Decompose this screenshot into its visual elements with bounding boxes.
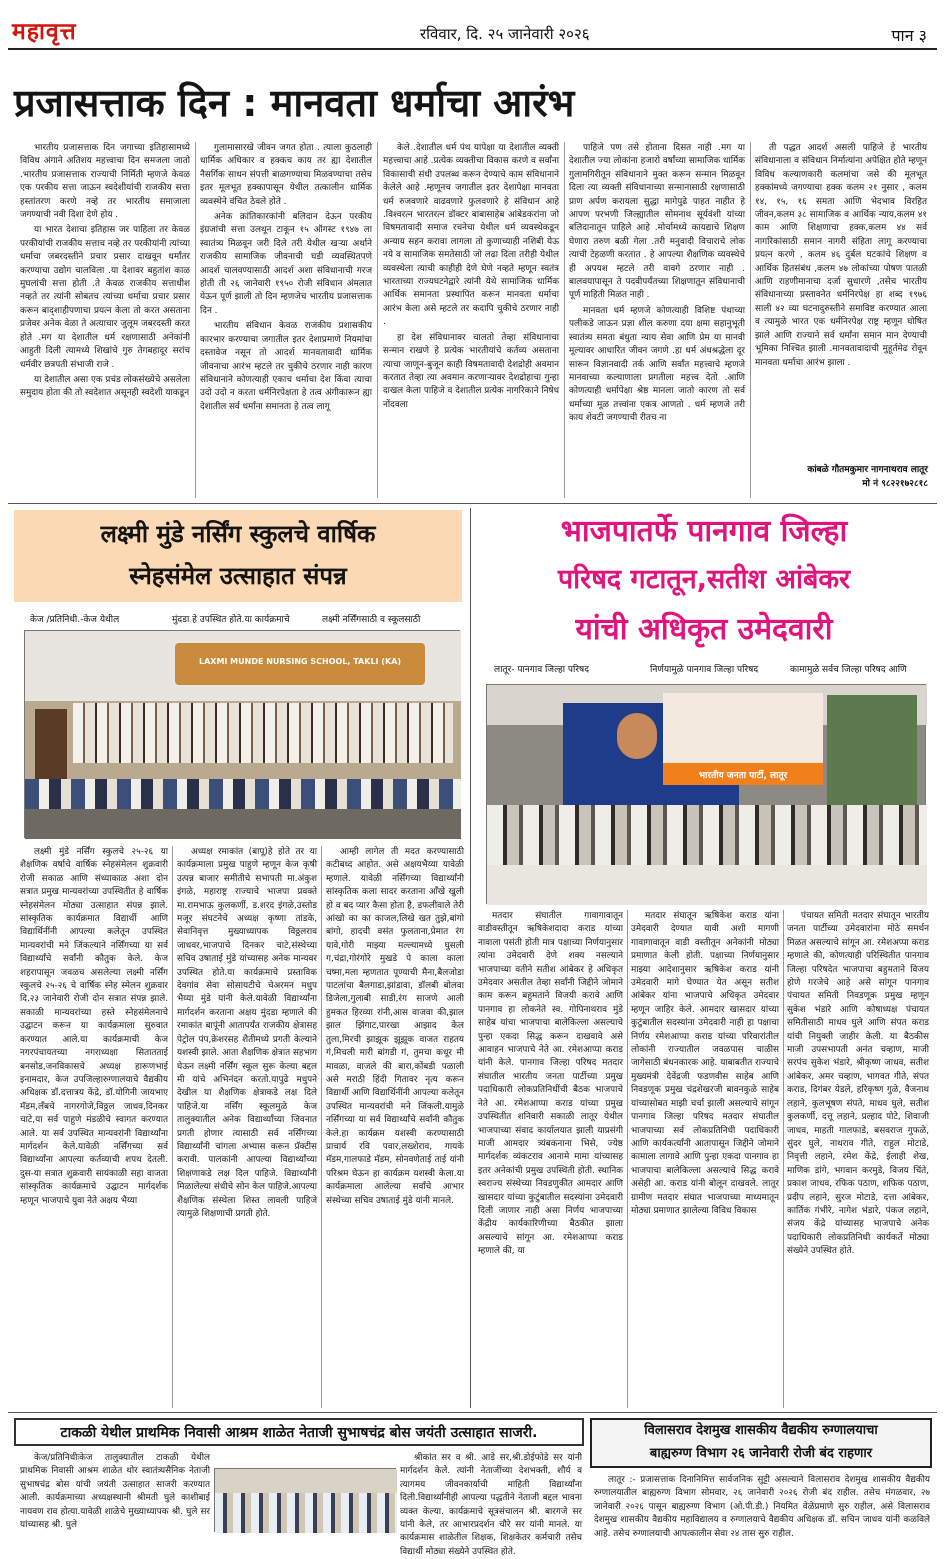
column-divider xyxy=(195,142,196,498)
paragraph: भारतीय संविधान केवळ राजकीय प्रशासकीय कारभार करण्याचा जगातील इतर देशाप्रमाणे नियमांचा दस्तावेज नसून तो आदर्श मानवतावादी धार्मिक जीवनाचा आरंभ म्हटले तर चुकीचे ठरणार नाही कारण संविधानाने कोणत्याही एकाच धर्माचा देश किंवा त्याचा उदो उदो न करता धर्मनिरपेक्षता हे तत्व अंगीकारून ह्या देशातील सर्व धर्मांना समानता हे तत्व लागू xyxy=(200,321,372,412)
section-rule xyxy=(8,1412,937,1413)
takli-column-1 xyxy=(20,1452,210,1532)
nursing-lead-2: मुंदडा हे उपस्थित होते.या कार्यक्रमाचे xyxy=(172,615,290,625)
section-divider xyxy=(470,508,471,1408)
bjp-column-3 xyxy=(787,910,929,1408)
bjp-headline-line-1: भाजपातर्फे पानगाव जिल्हा xyxy=(560,514,848,549)
nursing-headline-line-1: लक्ष्मी मुंडे नर्सिंग स्कुलचे वार्षिक xyxy=(100,520,376,548)
bjp-meeting-photo xyxy=(486,684,926,904)
paragraph: या देशातील असा एक प्रचंड लोकसंख्येचे असलेला समुदाय होता की तो स्वदेशात असूनही स्वदेशी याकडून xyxy=(20,374,190,399)
author-phone: मो नं ९८२२१७२८१८ xyxy=(862,479,928,489)
paragraph: मतदार संघातील गावागावातून वाडीवस्तीतून ऋषिकेशदादा कराड यांच्या नावाला पसंती होती मात्र पक्षाच्या निर्णयानुसार त्यांना उमेदवारी देणे शक्य नसल्याने भाजपाच्या वतीने सतीश आंबेकर हे अधिकृत उमेदवार असतील तेव्हा सर्वांनी जिद्दीने जोमाने काम करून बहुमताने विजयी करावे आणि पानगाव हा लोकनेते स्व. गोपिनाथराव मुंडे साहेब यांचा भाजपाचा बालेकिल्ला असल्याचे पुन्हा एकदा सिद्ध करून दाखवावे असे आवाहन भाजपाचे नेते आ. रमेशआप्पा कराड यांनी केले. पानगाव जिल्हा परिषद मतदार संघातील भारतीय जनता पार्टीच्या प्रमुख पदाधिकारी लोकप्रतिनिधींची बैठक भाजपाचे नेते आ. रमेशआप्पा कराड यांच्या प्रमुख उपस्थितीत शनिवारी सकाळी लातूर येथील भाजपाच्या संवाद कार्यालयात झाली याप्रसंगी माजी आमदार त्र्यंबकनाना भिसे, ज्येष्ठ मार्गदर्शक व्यंकटराव आनामे मामा यांच्यासह इतर अनेकांची प्रमुख उपस्थिती होती. स्थानिक स्वराज्य संस्थेच्या निवडणुकीत आमदार आणि खासदार यांच्या कुटुंबातील सदस्यांना उमेदवारी दिली जाणार नाही असा निर्णय भाजपाच्या केंद्रीय कार्यकारिणीच्या बैठकीत झाला असल्याचे सांगून आ. रमेशआप्पा कराड म्हणाले की, या xyxy=(478,911,623,1257)
paragraph: केज/प्रतिनिधीःकेज तालुक्यातील टाकळी येथील प्राथमिक निवासी आश्रम शाळेत थोर स्वातंत्र्यसैनिक नेताजी सुभाषचंद्र बोस यांची जयंती उत्साहात साजरी करण्यात आली. कार्यक्रमाच्या अध्यक्षस्थानी श्रीमती घुले काशीबाई नायवण राव होत्या.यावेळी शाळेचे मुख्याध्यापक श्री. घुले सर यांच्यासह श्री. घुले xyxy=(20,1453,210,1531)
nursing-lead-1: केज /प्रतिनिधी.-केज येथील xyxy=(30,615,120,625)
bjp-column-2 xyxy=(631,910,779,1408)
paragraph: मतदार संघातून ऋषिकेश कराड यांना उमेदवारी देण्यात यावी अशी मागणी गावागावातून वाडी वस्तीतून अनेकांनी मोठ्या प्रमाणात केली होती. पक्षाच्या निर्णयानुसार माझ्या आदेशानुसार ऋषिकेश कराड यांनी उमेदवारी मागे घेण्यात येत असून सतीश आंबेकर यांना भाजपाचे अधिकृत उमेदवार म्हणून जाहिर केले. आमदार खासदार यांच्या कुटुंबातील सदस्यांना उमेदवारी नाही हा पक्षाचा निर्णय रमेशआप्पा कराड यांच्या परिवारांतील लोकांनी राज्यातील जवळपास चाळीस जागेसाठी बंधनकारक आहे. याबाबतीत राज्याचे मुख्यमंत्री देवेंद्रजी फडणवीस साहेब आणि निवडणूक प्रमुख चंद्रशेखरजी बावनकुळे साहेब यांच्यासोबत माझी चर्चा झाली असल्याचे सांगून पानगाव जिल्हा परिषद मतदार संघातील भाजपाच्या सर्व लोकप्रतिनिधी पदाधिकारी आणि कार्यकर्त्यांनी आतापासून जिद्दीने जोमाने कामाला लागावे आणि पुन्हा एकदा पानगाव हा भाजपाचा बालेकिल्ला असल्याचे सिद्ध करावे असेही आ. कराड यांनी बोलून दाखवले. लातूर ग्रामीण मतदार संघात भाजपाच्या माध्यमातून मोठ्या प्रमाणात झालेल्या विविध विकास xyxy=(631,911,779,1216)
bjp-headline-line-2: परिषद गटातून,सतीश आंबेकर xyxy=(557,564,851,595)
paragraph: ती पद्धत आदर्श असली पाहिजे हे भारतीय संविधानाला व संविधान निर्मात्यांना अपेक्षित होते म्हणून विविध कल्याणकारी कलमांचा जसे की मूलभूत हक्कांमध्ये जगण्याचा हक्क कलम २१ नुसार , कलम १४, १५, १६ समता आणि भेदभाव विरहित जीवन,कलम ३८ सामाजिक व आर्थिक न्याय,कलम ४१ काम आणि शिक्षणाचा हक्क,कलम ४४ सर्व नागरिकांसाठी समान नागरी संहिता लागू करण्याचा प्रयत्न करणे , कलम ४६ दुर्बल घटकांचे शिक्षण व आर्थिक हितसंबंध ,कलम ४७ लोकांच्या पोषण पातळी आणि राहणीमानाचा दर्जा सुधारणे ,तसेच भारतीय संविधानाच्या प्रस्तावनेत धर्मनिरपेक्ष हा शब्द १९७६ साली ४२ व्या घटनादुरुस्तीने समाविष्ट करण्यात आला व त्यामुळे भारत एक धर्मनिरपेक्ष राष्ट्र म्हणून घोषित झाले आणि राज्याने सर्व धर्मांना समान मान देण्याची भूमिका निश्चित झाली .मानवतावादाची मुहूर्तमेढ रोवून मानवता धर्माचा आरंभ झाला . xyxy=(755,143,927,368)
paragraph: अनेक क्रांतिकारकांनी बलिदान देऊन परकीय इंग्रजांची सत्ता उलथून टाकून १५ ऑगस्ट १९४७ ला स्वातंत्र्य मिळवून जरी दिले तरी येथील खऱ्या अर्थाने राजकीय सामाजिक जीवनाची घडी व्यवस्थितपणे आदर्श चालवण्यासाठी आदर्श अशा संविधानाची गरज होती ती २६ जानेवारी १९५० रोजी संविधान अंमलात येऊन पूर्ण झाली तो दिन म्हणजेच भारतीय प्रजासत्ताक दिन . xyxy=(200,212,372,316)
takli-photo xyxy=(214,1468,396,1532)
issue-date: रविवार, दि. २५ जानेवारी २०२६ xyxy=(420,25,590,43)
column-divider xyxy=(172,846,173,1408)
nursing-headline-line-2: स्नेहसंमेल उत्साहात संपन्न xyxy=(129,562,347,590)
paragraph: मानवता धर्म म्हणजे कोणत्याही विशिष्ट पंथाच्या पलीकडे जाऊन प्रज्ञा शील करुणा दया क्षमा सहानुभूती स्वातंत्र्य समता बंधुता न्याय सेवा आणि प्रेम या मानवी मूल्यावर आधारित जीवन जगणे .हा धर्म अंधश्रद्धेला दूर सारून विज्ञानवादी तर्क आणि सर्वांत महत्त्वाचे म्हणजे मानवाच्या कल्याणाला प्रगतीला महत्त्व देतो .आणि कोणत्याही धर्मापेक्षा श्रेष्ठ मानला जातो कारण तो सर्व धर्माच्या मूळ तत्त्वांना एकत्र आणतो . धर्म म्हणजे तरी काय शेवटी जगण्याची रीतच ना xyxy=(569,305,745,424)
vilasrao-headline-line-2: बाह्यरुग्ण विभाग २६ जानेवारी रोजी बंद राहणार xyxy=(649,1446,873,1461)
paragraph: या भारत देशाचा इतिहास जर पाहिला तर केवळ परकीयांची राजकीय सत्ताच नव्हे तर परकीयांनी त्यांच्या धर्माचा जबरदस्तीने प्रचार प्रसार दाखवून धर्मांतर करण्याचा उद्योग चालविला .या देशावर बहुतांश काळ मुघलांची सत्ता होती .ते केवळ राजकीय सत्ताधीश नव्हते तर त्यांनी सोबतच त्यांच्या धर्माचा प्रचार प्रसार करून बाद्शाहीपणाचा प्रयत्न केला तो करत असताना प्रजेवर अनेक वेळा ते अत्याचार जुलूम जबरदस्ती करत होते .मग या देशातील धर्म रक्षणासाठी अनेकांनी आहुती दिली त्यामध्ये शिखांचे गुरु तेगबहादूर सरांच धर्मवीर छत्रपती संभाजी राजे . xyxy=(20,225,190,370)
paragraph: अध्यक्ष रमाकांत (बापू)हे होते तर या कार्यक्रमाला प्रमुख पाहुणे म्हणून केज कृषी उत्पन्न बाजार समीतीचे सभापती मा.अंकुश इंगळे, महाराष्ट्र राज्याचे भाजपा प्रवक्ते मा.रामभाऊ कुलकर्णी, ड.शरद इंगळे,उस्तोड मजूर संघटनेचे अध्यक्ष कृष्णा तांडके, सेवानिवृत्त मुख्याध्यापक विठ्ठलराव जाधवर,भाजपाचे दिनकर चाटे,संस्थेच्या सचिव उषाताई मुंडे यांच्यासह अनेक मान्यवर उपस्थित होते.या कार्यक्रमाचे प्रस्ताविक देवगांव सेवा सोसायटीचे चेअरमन मधुप भैय्या मुंडे यांनी केले.यावेळी विद्यार्थ्यांना मार्गदर्शन करताना अक्षय मुंदडा म्हणाले की रमाकांत बापूंनी आतापर्यंत राजकीय क्षेत्रासह पेट्रोल पंप,क्रेशरसह शैतीमध्ये प्रगती केल्याने यशस्वी झाले. आता शैक्षणिक क्षेत्रात सहभाग घेऊन लक्ष्मी नर्सिंग स्कूल सुरू केल्या बद्दल मी यांचे अभिनंदन करतो.यापुढे मधुपने देखील या शैक्षणिक क्षेत्राकडे लक्ष दिले पाहिजे.या नर्सिंग स्कूलमुळे केज तालुक्यातील अनेक विद्यार्थ्यांच्या जिवनात प्रगती होणार त्यासाठी सर्व नर्सिंगच्या विद्यार्थ्यांनी चांगला अभ्यास करून प्रॅक्टीस करावी. पालकांनी आपल्या विद्यार्थ्यांच्या शिक्षणाकडे लक्ष दिल पाहिजे. विद्यार्थ्यांनी मिळालेल्या संधीचे सोन केल पाहिजे.आपल्या शैक्षणिक संस्थेला शिस्त लावली पाहिजे त्यामुळे शिक्षणाची प्रगती होते. xyxy=(177,847,317,1219)
author-name: कांबळे गौतमकुमार नागनाथराव लातूर xyxy=(807,465,928,475)
bjp-banner-text: भारतीय जनता पार्टी, लातूर xyxy=(698,771,788,781)
paragraph: श्रीकांत सर व श्री. आडे सर,श्री.डोईफोडे सर यांनी मार्गदर्शन केले. त्यांनी नेताजींच्या देशभक्ती, शौर्य व त्यागमय जीवनकार्याची माहिती विद्यार्थ्यांना दिली.विद्यार्थ्यांनीही आपल्या पद्धतीने नेताजी बद्दल भावना व्यक्त केल्या. कार्यक्रमाचे सूत्रसंचालन श्री. बारगजे सर यांनी केले, तर आभारप्रदर्शन चौरे सर यांनी मानले. या कार्यक्रमास शाळेतील शिक्षक, शिक्षकेतर कर्मचारी तसेच विद्यार्थी मोठ्या संख्येने उपस्थित होते. xyxy=(400,1453,582,1557)
bjp-lead-2: निर्णयामुळे पानगाव जिल्हा परिषद xyxy=(650,665,759,675)
paragraph: गुलामासारखे जीवन जगत होता . त्याला कुठलाही धार्मिक अधिकार व हक्कच काय तर ह्या देशातील नैसर्गिक साधन संपत्ती बाळगण्याचा मिळवण्याचा तसेच इतर मूलभूत हक्कापासून येथील तत्कालीन धार्मिक व्यवस्थेने वंचित ठेवले होते . xyxy=(200,143,372,207)
column-divider xyxy=(377,142,378,498)
masthead-logo: महावृत्त xyxy=(12,19,77,45)
column-divider xyxy=(750,142,751,498)
main-headline: प्रजासत्ताक दिन : मानवता धर्माचा आरंभ xyxy=(14,81,575,125)
takli-headline: टाकळी येथील प्राथमिक निवासी आश्रम शाळेत नेताजी सुभाषचंद्र बोस जयंती उत्साहात साजरी. xyxy=(14,1418,584,1446)
section-rule xyxy=(8,503,937,504)
paragraph: लातूर :- प्रजासत्ताक दिनानिमित्त सार्वजनिक सुट्टी असल्याने विलासराव देशमुख शासकीय वैद्यकीय रुग्णालयातील बाह्यरुग्ण विभाग सोमवार, २६ जानेवारी २०२६ रोजी बंद राहील. तसेच मंगळवार, २७ जानेवारी २०२६ पासून बाह्यरुग्ण विभाग (ओ.पी.डी.) नियमित वेळेप्रमाणे सुरु राहील, असे विलासराव देशमुख शासकीय वैद्यकीय महाविद्यालय व रुग्णालयाचे वैद्यकीय अधिक्षक डॉ. सचिन जाधव यांनी कळविले आहे. तसेच रुग्णालयाची आपत्कालीन सेवा २४ तास सुरु राहील. xyxy=(594,1475,930,1539)
page-number: पान ३ xyxy=(891,26,927,45)
main-column-4 xyxy=(569,142,745,498)
nursing-column-1 xyxy=(20,846,168,1408)
paragraph: पाहिजे पण तसे होताना दिसत नाही .मग या देशातील ज्या लोकांना हजारो वर्षांच्या सामाजिक धार्मिक गुलामगिरीतून संविधानाने मुक्त करून सन्मान मिळवून दिला त्या व्यक्ती संविधानाच्या सन्मानासाठी रक्षणासाठी प्राण अर्पण करायला सुद्धा मागेपुढे पाहत नाहीत हे आपण परभणी जिल्ह्यातील सोमनाथ सूर्यवंशी यांच्या बलिदानातून पाहिले आहे .मोर्चामध्ये कायद्याचे शिक्षण घेणारा तरुण बळी गेला .तरी मनुवादी विचाराचे लोक त्याची टेहळणी करतात . हे आपल्या शैक्षणिक व्यवस्थेचे ही अपयश म्हटले तरी वावगे ठरणार नाही . बालवयापासून ते पदवीपर्यंतच्या शिक्षणातून संविधानाची पूर्ण माहिती मिळत नाही . xyxy=(569,143,745,301)
nursing-banner-text: LAXMI MUNDE NURSING SCHOOL, TAKLI (KA) xyxy=(199,657,401,666)
bjp-headline-line-3: यांची अधिकृत उमेदवारी xyxy=(575,612,833,647)
nursing-event-photo xyxy=(24,630,460,838)
nursing-column-3 xyxy=(326,846,464,1408)
column-divider xyxy=(627,910,628,1408)
nursing-column-2 xyxy=(177,846,317,1408)
takli-column-2 xyxy=(400,1452,582,1557)
nursing-lead-3: लक्ष्मी नर्सिंगसाठी व स्कूलसाठी xyxy=(322,615,421,625)
vilasrao-headline-line-1: विलासराव देशमुख शासकीय वैद्यकीय रुग्णालयाचा xyxy=(644,1423,878,1438)
main-column-1 xyxy=(20,142,190,498)
column-divider xyxy=(321,846,322,1408)
main-column-2 xyxy=(200,142,372,498)
bjp-lead-3: कामामुळे सर्वच जिल्हा परिषद आणि xyxy=(790,665,907,675)
paragraph: भारतीय प्रजासत्ताक दिन जगाच्या इतिहासामध्ये विविध अंगाने अतिशय महत्त्वाचा दिन समजला जातो .भारतीय प्रजासत्ताक राज्याची निर्मिती म्हणजे केवळ एक परकीय सत्ता जाऊन स्वदेशीयांची राजकीय सत्ता हस्तांतरण करणे नव्हे तर भारतीय समाजाला जगण्याची नवी दिशा देणे होय . xyxy=(20,143,190,221)
paragraph: केले .देशातील धर्म पंथ यापेक्षा या देशातील व्यक्ती महत्त्वाचा आहे .प्रत्येक व्यक्तीचा विकास करणे व सर्वांना विकासाची संधी उपलब्ध करून देण्याचे काम संविधानाने केलेले आहे .म्हणूनच जगातील इतर देशापेक्षा मानवता धर्म रुजवणारे वाढवणारे फुलवणारे हे संविधान आहे .विश्वरत्न भारतरत्न डॉक्टर बाबासाहेब आंबेडकरांना जो विषमतावादी समाज रचनेचा येथील धर्म व्यवस्थेकडून अन्याय सहन करावा लागला तो कुणाच्याही नशिबी येऊ नये व सामाजिक समतेसाठी जो लढा दिला तरीही येथील व्यवस्थेला त्याची काहीही देणे घेणे नव्हते म्हणून स्वतंत्र भारताच्या राज्यघटनेद्वारे त्यांनी येथे सामाजिक धार्मिक आर्थिक समानता प्रस्थापित करून मानवता धर्माचा आरंभ केला असे म्हटले तर कदापि चुकीचे ठरणार नाही . xyxy=(383,143,559,328)
paragraph: लक्ष्मी मुंडे नर्सिंग स्कुलचे २५-२६ या शैक्षणिक वर्षाचे वार्षिक स्नेहसंमेलन शुक्रवारी रोजी सकाळ आणि संध्याकाळ अशा दोन सत्रात प्रमुख मान्यवरांच्या उपस्थितीत हे वार्षिक स्नेहसंमेलन मोठ्या उत्साहात संपन्न झाले. सांस्कृतिक कार्यक्रमात विद्यार्थी आणि विद्यार्थिनींनी आपल्या कलेतून उपस्थित मान्यवरांची मने जिंकल्याने नर्सिंगच्या या सर्व विद्यार्थ्यांचे सर्वांनी कौतुक केले. केज शहरापासून जवळच असलेल्या लक्ष्मी नर्सिंग स्कुलचे २५-२६ चे वार्षिक स्नेह स्मेलन शुक्रवार दि.२३ जानेवारी रोजी दोन सत्रात संपन्न झाले. सकाळी मान्यवरांच्या हस्ते स्नेहसंमेलनाचे उद्घाटन करून या कार्यक्रमाला सुरुवात करण्यात आले.या कार्यक्रमाची केज नगरपंचायतच्या नगराध्यक्षा सितातताई बनसोड,जनविकासचे अध्यक्ष हारूणभाई इनामदार, केज उपजिल्हारुग्णालयाचे वैद्यकीय अधिक्षक डॉ.दत्तात्रय केंद्रे, डॉ.योगिनी जायभाए मॅडम,लँबचे नागरगोजे,विठ्ठल जाधव,दिनकर चाटे,या सर्व पाहुणे मंडळीचे स्वागत करण्यात आले. या सर्व उपस्थित मान्यवरांनी विद्यार्थ्यांना मार्गदर्शन केले.यावेळी नर्सिंगच्या सर्व विद्यार्थ्यांना आपल्या कर्तव्याची शपथ देतली. दुस-या सत्रात शुक्रवारी सायंकाळी सहा वाजता सांस्कृतिक कार्यक्रमाचे उद्घाटन मार्गदर्शक म्हणून भाजपाचे युवा नेते अक्षय भैय्या xyxy=(20,847,168,1206)
paragraph: हा देश संविधानावर चालतो तेव्हा संविधानाचा सन्मान राखणे हे प्रत्येक भारतीयांचे कर्तव्य असताना त्याचा जाणून-बुजून काही विषमतावादी देशद्रोही अवमान करतात तेव्हा त्या अवमान करणाऱ्यावर देशद्रोहाचा गुन्हा दाखल केला पाहिजे व देशातील प्रत्येक नागरिकाने निषेध नोंदवला xyxy=(383,332,559,410)
main-column-5 xyxy=(755,142,927,458)
paragraph: पंचायत समिती मतदार संघातून भारतीय जनता पार्टीच्या उमेदवारांना मोठे समर्थन मिळत असल्याचे सांगून आ. रमेशअप्पा कराड म्हणाले की, कोणत्याही परिस्थितीत पानगाव जिल्हा परिषदेत भाजपाचा बहुमताने विजय होणे गरजेचे आहे असे सांगून पानगाव पंचायत समिती निवडणूक प्रमुख म्हणून सुकेश भंडारे आणि कोषाध्यक्ष पंचायत समितीसाठी माधव घुले आणि संपत कराड यांची नियुक्ती जाहीर केली. या बैठकीस माजी उपसभापती अनंत चव्हाण, माजी सरपंच सुकेश भंडारे, श्रीकृष्ण जाधव, सतीश आंबेकर, अमर चव्हाण, भागवत गीते, संपत कराड, दिगंबर येडले, हरिकृष्ण गुळे, वैजनाथ लहाने, कुलभूषण संपते, माधव घुले, सतीश कुलकर्णी, दत्तू लहाने, प्रल्हाद पोटे, शिवाजी जाधव, माहती गालफाडे, बसवराज गुफळे, सुंदर घुले, नाथराव गीते, राहुल मोटाडे, निवृत्ती लहाने, रमेश केंद्रे, ईलाही शेख, माणिक डांगे, भगवान करमुडे, विजय चिंते, प्रकाश जाधव, रफिक पठाण, शफिक पठाण, प्रदीप लहाने, सुरज मोटाडे, दत्ता आंबेकर, कार्तिक गंभीरे, नागेश भंडारे, पंकज लहाने, संजय केंद्रे यांच्यासह भाजपाचे अनेक पदाधिकारी लोकप्रतिनिधी कार्यकर्ते मोठ्या संख्येने उपस्थित होते. xyxy=(787,911,929,1257)
paragraph: आम्ही लागेल ती मदत करण्यासाठी कटीबध्द आहोत. असे अक्षयभैय्या यावेळी म्हणाले. यावेळी नर्सिंगच्या विद्यार्थ्यांनी सांस्कृतिक कला सादर करताना आँखे खुली हो व बद प्यार कैसा होता है, डफलीवाले तेरी आंखो का का काजल,लिखे खत तुझे,बांगो बांगो, हादची वसंत फुलताना,प्रेमात रंग यावे,गोरी माझ्या मल्ल्यामध्ये घुसली ग,चंद्रा,गोरंगोरे मुखडे पे काला काला चष्मा,मला म्हणतात पूण्याची मैना,बैलजोडा पाटलांचा बैलगाडा,झांडावा, डॉलबी बोलवा डिजेला,गुलाबी साडी,रंग साजणे आली हुमकत हिरव्या रांनी,आस वाजवा की,झाल झाल झिंगाट,पारखा आझाद केल तुला,मिरची झाझूक झूझूक वाजत राहतय गं,मिचली मारी बांगडी गं, तुमचा कधूर मी मावळा, वाजले की बारा,कोंबडी पळाली असे मराठी हिंदी गितावर नृत्य करून विद्यार्थी आणि विद्यार्थिनींनी आपल्या कलेतून उपस्थित मान्यवरांची मने जिंकली.यामुळे नर्सिंगच्या या सर्व विद्यार्थ्यांचे सर्वांनी कौतुक केले.हा कार्यक्रम यशस्वी करण्यासाठी प्राचार्य रवि पवार,लख्शेराव, गायके मॅडम,गालफाडे मॅडम, सोनवणेताई ताई यांनी परिश्रम घेऊन हा कार्यक्रम यशस्वी केला.या कार्यक्रमाला आलेल्या सर्वांचे आभार संस्थेच्या सचिव उषाताई मुंडे यांनी मानले. xyxy=(326,847,464,1206)
column-divider xyxy=(564,142,565,498)
main-column-3 xyxy=(383,142,559,498)
vilasrao-body xyxy=(594,1474,930,1539)
masthead-rule xyxy=(8,48,937,50)
column-divider xyxy=(783,910,784,1408)
bjp-column-1 xyxy=(478,910,623,1408)
bjp-lead-1: लातूर- पानगाव जिल्हा परिषद xyxy=(494,665,590,675)
